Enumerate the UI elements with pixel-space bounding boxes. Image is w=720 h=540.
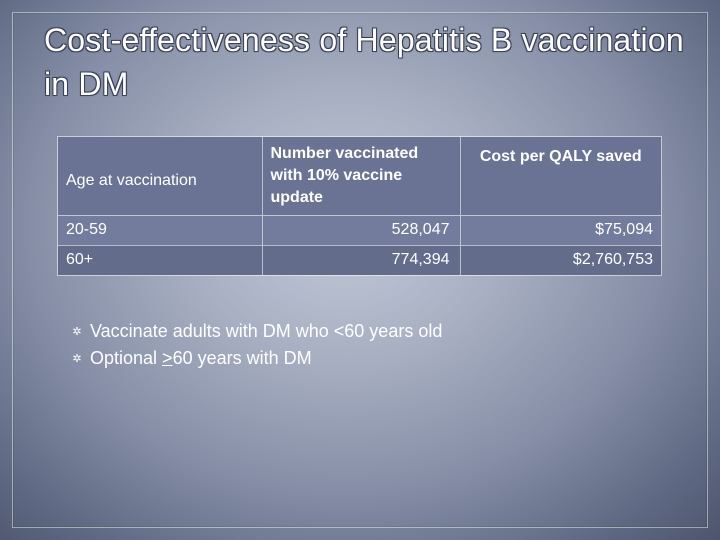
sparkle-bullet-icon: ✲ (72, 352, 82, 365)
bullet-text-suffix: 60 years with DM (172, 348, 312, 368)
bullet-list (70, 318, 442, 372)
cell-cost-per-qaly: $2,760,753 (460, 245, 661, 275)
header-age: Age at vaccination (58, 137, 262, 215)
header-cost-per-qaly: Cost per QALY saved (460, 137, 661, 215)
cell-age: 20-59 (58, 215, 262, 245)
table-row (58, 215, 661, 245)
cell-number-vaccinated: 528,047 (262, 215, 460, 245)
table-header-row (58, 137, 661, 215)
bullet-text: Vaccinate adults with DM who <60 years old (90, 321, 443, 341)
cost-table (58, 137, 661, 275)
cell-cost-per-qaly: $75,094 (460, 215, 661, 245)
bullet-item (70, 345, 442, 372)
header-number-vaccinated: Number vaccinated with 10% vaccine update (262, 137, 460, 215)
greater-equal-symbol: > (162, 348, 173, 368)
cell-number-vaccinated: 774,394 (262, 245, 460, 275)
cell-age: 60+ (58, 245, 262, 275)
sparkle-bullet-icon: ✲ (72, 325, 82, 338)
bullet-item (70, 318, 442, 345)
slide-title: Cost-effectiveness of Hepatitis B vaccination in DM (44, 22, 684, 102)
bullet-text-prefix: Optional (90, 348, 163, 368)
table-row (58, 245, 661, 275)
